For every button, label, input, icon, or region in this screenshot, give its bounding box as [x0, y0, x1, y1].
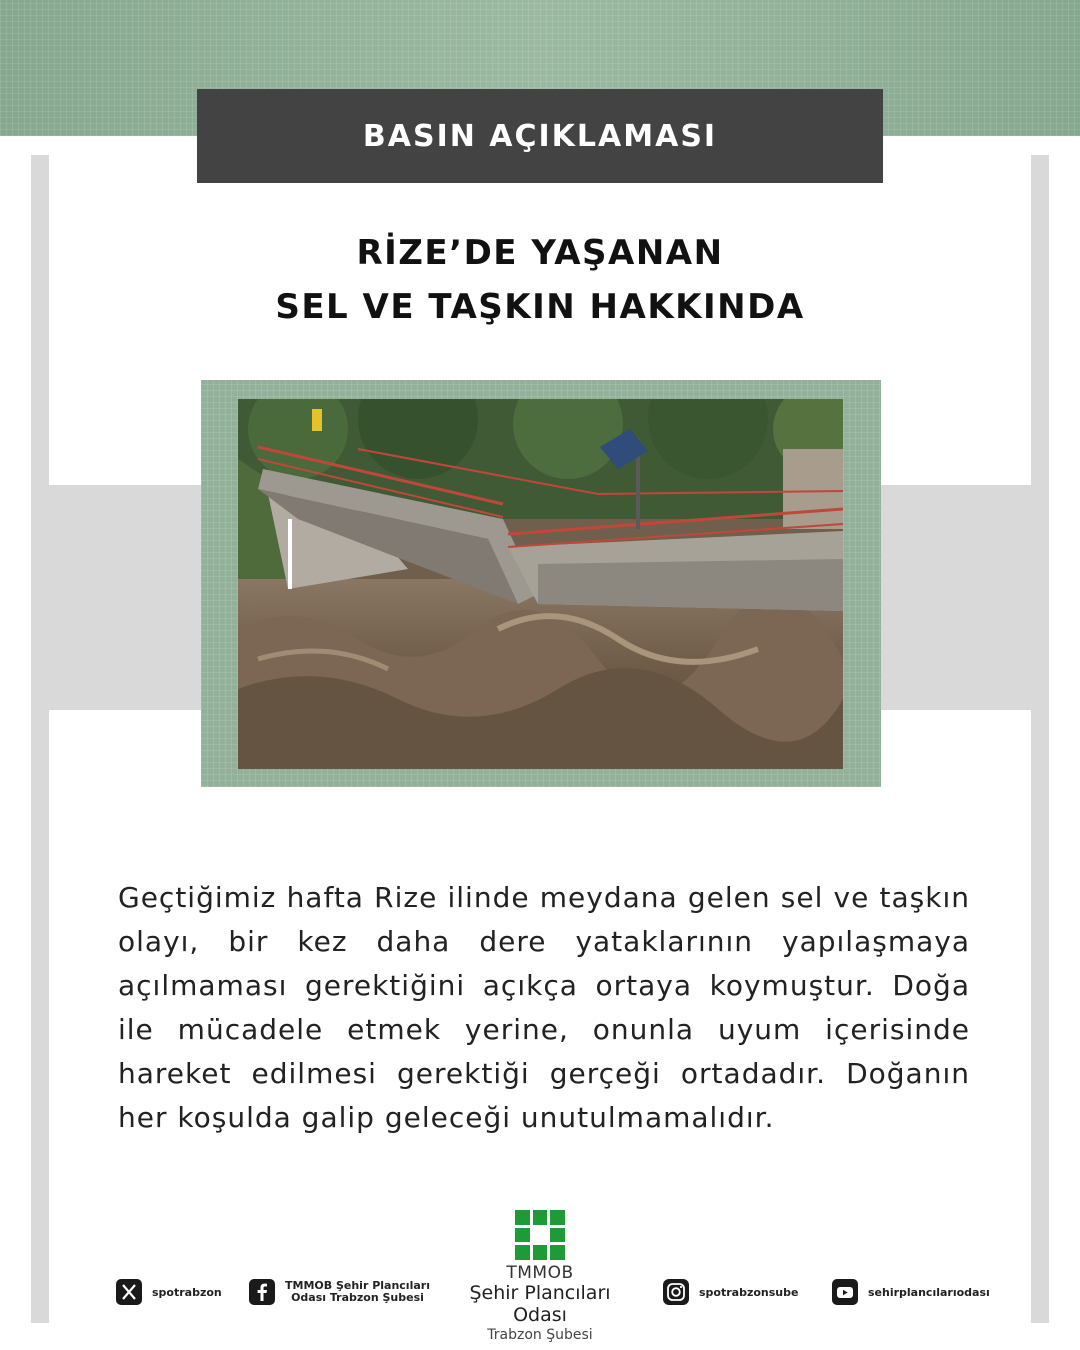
press-release-label: BASIN AÇIKLAMASI — [362, 118, 718, 154]
logo-line-1: TMMOB — [506, 1263, 574, 1283]
youtube-account[interactable] — [832, 1279, 990, 1305]
instagram-icon — [663, 1279, 689, 1305]
tmmob-logo-mark-icon — [515, 1210, 565, 1260]
facebook-icon — [249, 1279, 275, 1305]
frame-left-bar — [31, 155, 49, 1323]
x-account[interactable] — [116, 1279, 222, 1305]
title-line-2: SEL VE TAŞKIN HAKKINDA — [275, 287, 805, 327]
facebook-name-line-2: Odası Trabzon Şubesi — [291, 1291, 424, 1304]
collapsed-bridge-image — [238, 399, 843, 769]
title-line-1: RİZE’DE YAŞANAN — [356, 233, 724, 273]
instagram-handle: spotrabzonsube — [699, 1285, 799, 1299]
frame-right-bar — [1031, 155, 1049, 1323]
instagram-account[interactable] — [663, 1279, 798, 1305]
flood-photo — [238, 399, 843, 769]
page-title — [100, 226, 980, 334]
press-release-banner — [197, 89, 883, 183]
statement-text: Geçtiğimiz hafta Rize ilinde meydana gelen sel ve taşkın olayı, bir kez daha dere yataklarının yapılaşmaya açılmaması gerektiğini açıkça ortaya koymuştur. Doğa ile mücadele etmek yerine, onunla uyum içerisinde hareket edilmesi gerektiği gerçeği ortadadır. Doğanın her koşulda galip geleceği unutulmamalıdır. — [118, 881, 970, 1134]
logo-line-2: Şehir Plancıları Odası — [469, 1282, 611, 1326]
x-icon — [116, 1279, 142, 1305]
facebook-account[interactable] — [249, 1279, 430, 1305]
facebook-name — [285, 1280, 430, 1304]
facebook-name-line-1: TMMOB Şehir Plancıları — [285, 1279, 430, 1292]
logo-line-3: Trabzon Şubesi — [487, 1327, 593, 1343]
tmmob-logo — [440, 1210, 640, 1344]
youtube-icon — [832, 1279, 858, 1305]
youtube-handle: sehirplancılarıodası — [868, 1285, 990, 1299]
x-handle: spotrabzon — [152, 1285, 222, 1299]
